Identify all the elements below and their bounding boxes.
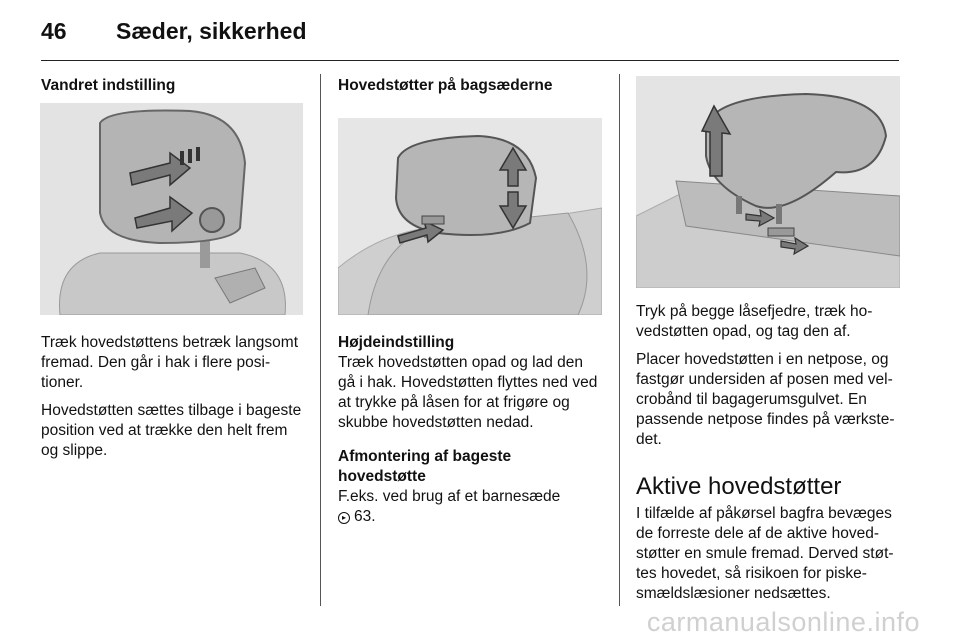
column-rear-headrests-text — [338, 333, 602, 527]
subheading-height-adjust: Højdeindstilling — [338, 334, 455, 351]
column-divider — [320, 74, 321, 606]
paragraph: Træk hovedstøtten opad og lad den gå i hak. Hovedstøtten flyttes ned ved at trykke på låsen for at frigøre og skubbe hovedstøtten nedad. — [338, 354, 598, 431]
heading-rear-headrests: Hovedstøtter på bagsæderne — [338, 77, 553, 94]
paragraph: Træk hovedstøttens betræk langsomt fremad. Den går i hak i flere positioner. — [41, 334, 298, 391]
paragraph: F.eks. ved brug af et barnesæde — [338, 488, 561, 505]
page-number: 46 — [41, 18, 67, 44]
heading-horizontal-adjust: Vandret indstilling — [41, 77, 176, 94]
column-removal-text — [636, 302, 902, 604]
rear-headrest-height-illustration — [338, 118, 602, 315]
column-horizontal-adjust-text — [41, 333, 303, 461]
heading-active-headrests: Aktive hovedstøtter — [636, 473, 842, 500]
reference-page-number: 63. — [354, 508, 376, 525]
paragraph: Placer hovedstøtten i en netpose, og fastgør undersiden af posen med velcrobånd til bagagerumsgulvet. En passende netpose findes på værkstedet. — [636, 351, 895, 448]
headrest-removal-illustration — [636, 76, 900, 288]
paragraph: Tryk på begge låsefjedre, træk hovedstøtten opad, og tag den af. — [636, 303, 873, 340]
paragraph: I tilfælde af påkørsel bagfra bevæges de forreste dele af de aktive hovedstøtter en smule fremad. Derved støttes hovedet, så risikoen for piskesmældslæsioner nedsættes. — [636, 505, 894, 602]
column-rear-headrests — [338, 76, 602, 96]
page-reference[interactable] — [338, 507, 602, 527]
column-horizontal-adjust — [41, 76, 303, 96]
headrest-horizontal-illustration — [40, 103, 303, 315]
header-rule — [41, 60, 899, 61]
section-title: Sæder, sikkerhed — [116, 18, 307, 44]
watermark: carmanualsonline.info — [646, 607, 920, 637]
subheading-removal: Afmontering af bageste hovedstøtte — [338, 448, 512, 485]
paragraph: Hovedstøtten sættes tilbage i bageste position ved at trække den helt frem og slippe. — [41, 402, 302, 459]
arrow-reference-icon: ▸ — [338, 512, 350, 524]
column-divider — [619, 74, 620, 606]
